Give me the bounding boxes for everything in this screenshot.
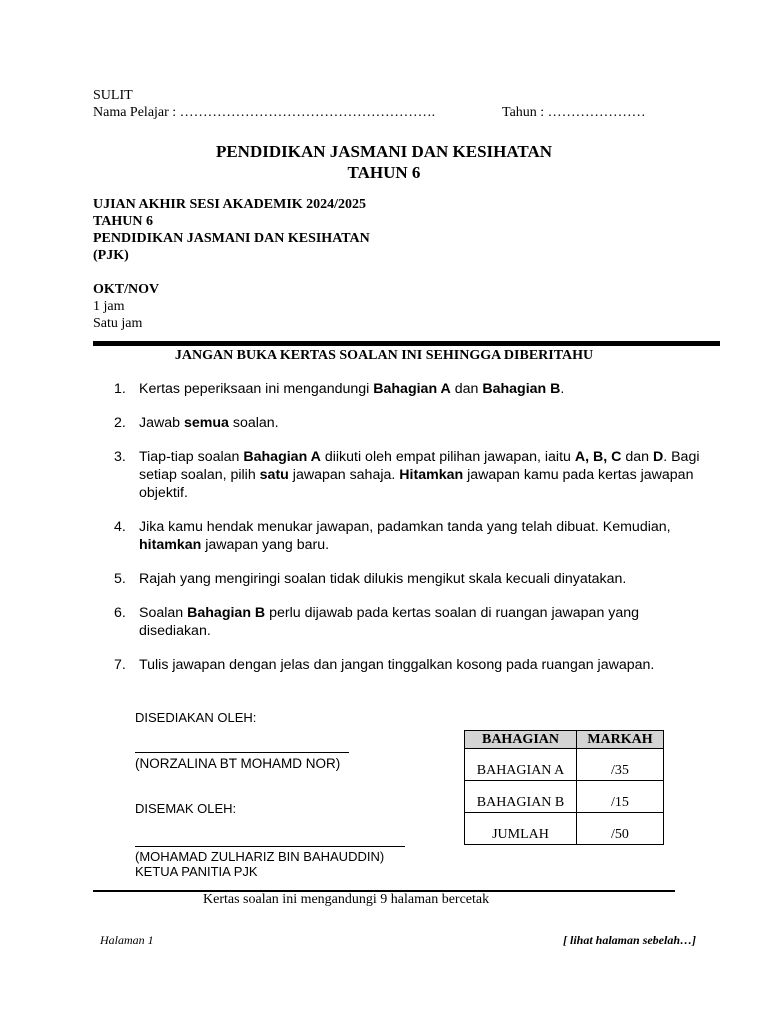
title-year: TAHUN 6 bbox=[347, 163, 421, 182]
exam-duration: 1 jam bbox=[93, 299, 125, 314]
instruction-text: Tulis jawapan dengan jelas dan jangan tinggalkan kosong pada ruangan jawapan. bbox=[139, 657, 655, 673]
emphasis: semua bbox=[183, 415, 229, 431]
prepared-signature-line bbox=[135, 752, 349, 753]
table-row bbox=[465, 749, 664, 781]
instructions-list bbox=[114, 380, 704, 690]
emphasis: A, B, C bbox=[574, 449, 622, 465]
instruction-text: Soalan Bahagian B perlu dijawab pada kertas soalan di ruangan jawapan yang disediakan. bbox=[139, 605, 640, 639]
instruction-item bbox=[114, 380, 704, 398]
header-markah: MARKAH bbox=[577, 731, 664, 749]
emphasis: Bahagian A bbox=[373, 381, 451, 397]
marks-cell: /35 bbox=[577, 749, 664, 781]
section-cell: BAHAGIAN B bbox=[465, 781, 577, 813]
section-cell: BAHAGIAN A bbox=[465, 749, 577, 781]
year-field: Tahun : ………………… bbox=[502, 105, 646, 120]
marks-table-header bbox=[465, 731, 664, 749]
section-cell: JUMLAH bbox=[465, 813, 577, 845]
instruction-number: 7. bbox=[114, 657, 126, 673]
title-subject: PENDIDIKAN JASMANI DAN KESIHATAN bbox=[215, 142, 553, 161]
marks-cell: /15 bbox=[577, 781, 664, 813]
instruction-number: 4. bbox=[114, 519, 126, 535]
instruction-number: 6. bbox=[114, 605, 126, 621]
prepared-by-label: DISEDIAKAN OLEH: bbox=[135, 710, 257, 725]
exam-subject-abbr: (PJK) bbox=[93, 248, 129, 263]
emphasis: Bahagian B bbox=[187, 605, 266, 621]
emphasis: D bbox=[652, 449, 664, 465]
instruction-text: Kertas peperiksaan ini mengandungi Bahagian A dan Bahagian B. bbox=[139, 381, 565, 397]
instruction-item bbox=[114, 518, 704, 554]
student-name-field: Nama Pelajar : ………………………………………………. bbox=[93, 105, 436, 120]
checked-by-role: KETUA PANITIA PJK bbox=[135, 864, 258, 879]
instruction-item bbox=[114, 656, 704, 674]
emphasis: Bahagian B bbox=[482, 381, 561, 397]
confidential-label: SULIT bbox=[93, 88, 133, 103]
instruction-item bbox=[114, 414, 704, 432]
exam-duration-words: Satu jam bbox=[93, 316, 143, 331]
instruction-item bbox=[114, 570, 704, 588]
instruction-number: 3. bbox=[114, 449, 126, 465]
exam-session: UJIAN AKHIR SESI AKADEMIK 2024/2025 bbox=[93, 197, 367, 212]
marks-table bbox=[464, 730, 664, 845]
prepared-by-name: (NORZALINA BT MOHAMD NOR) bbox=[135, 756, 341, 771]
instruction-text: Tiap-tiap soalan Bahagian A diikuti oleh empat pilihan jawapan, iaitu A, B, C dan D. Bagi setiap soalan, pilih satu jawapan sahaja. Hitamkan jawapan kamu pada kertas jawapan objektif. bbox=[139, 449, 700, 501]
instruction-text: Rajah yang mengiringi soalan tidak dilukis mengikut skala kecuali dinyatakan. bbox=[139, 571, 627, 587]
see-next-page: [ lihat halaman sebelah…] bbox=[563, 933, 697, 947]
checked-by-name: (MOHAMAD ZULHARIZ BIN BAHAUDDIN) bbox=[135, 849, 385, 864]
exam-year: TAHUN 6 bbox=[93, 214, 154, 229]
table-row bbox=[465, 813, 664, 845]
instruction-number: 5. bbox=[114, 571, 126, 587]
instruction-number: 2. bbox=[114, 415, 126, 431]
emphasis: satu bbox=[259, 467, 289, 483]
emphasis: Hitamkan bbox=[399, 467, 464, 483]
emphasis: hitamkan bbox=[139, 537, 202, 553]
exam-month: OKT/NOV bbox=[93, 282, 160, 297]
page-count-note: Kertas soalan ini mengandungi 9 halaman bercetak bbox=[203, 892, 490, 907]
section-divider bbox=[93, 341, 720, 346]
instruction-number: 1. bbox=[114, 381, 126, 397]
checked-by-label: DISEMAK OLEH: bbox=[135, 801, 237, 816]
warning-notice: JANGAN BUKA KERTAS SOALAN INI SEHINGGA DIBERITAHU bbox=[174, 348, 594, 363]
emphasis: Bahagian A bbox=[243, 449, 321, 465]
instruction-text: Jika kamu hendak menukar jawapan, padamkan tanda yang telah dibuat. Kemudian, hitamkan jawapan yang baru. bbox=[139, 519, 671, 553]
exam-info bbox=[93, 196, 370, 264]
page-title bbox=[0, 141, 768, 183]
marks-cell: /50 bbox=[577, 813, 664, 845]
instruction-item bbox=[114, 604, 704, 640]
exam-subject: PENDIDIKAN JASMANI DAN KESIHATAN bbox=[93, 231, 370, 246]
time-block bbox=[93, 281, 159, 332]
checked-signature-line bbox=[135, 846, 405, 847]
instruction-item bbox=[114, 448, 704, 502]
page-number: Halaman 1 bbox=[100, 933, 154, 947]
instruction-text: Jawab semua soalan. bbox=[139, 415, 279, 431]
header-bahagian: BAHAGIAN bbox=[465, 731, 577, 749]
table-row bbox=[465, 781, 664, 813]
